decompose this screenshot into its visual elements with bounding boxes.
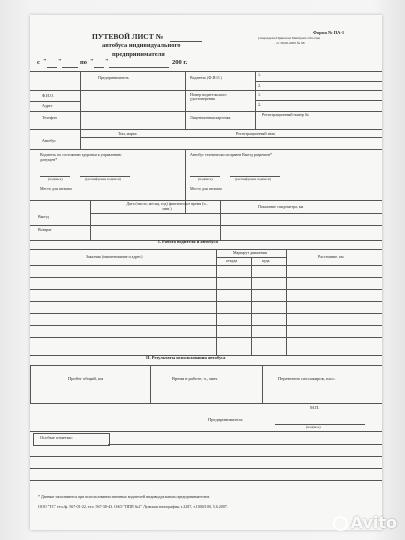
route-to: куда [262, 258, 270, 263]
fio-label: Ф.И.О. [42, 93, 54, 98]
approval-line1: утверждена Приказом Минтранса России [258, 36, 320, 40]
form-code: Форма № ПА-1 [313, 30, 345, 35]
entrepreneur-label: Предприниматель [98, 75, 129, 80]
distance-header: Расстояние, км [318, 254, 344, 259]
bus-ok-text: Автобус технически исправен Выезд разрешен* [190, 152, 272, 157]
date-time-header: Дата (число, месяц, год) фактическое время (ч., мин.) [126, 201, 208, 211]
form-title: ПУТЕВОЙ ЛИСТ № [92, 32, 164, 41]
special-marks-label: Особые отметки: [40, 435, 73, 440]
stamp-place-left: Место для штампа [40, 186, 72, 191]
license-card-label: Лицензионная карточка [190, 115, 231, 120]
section1-title: I. Работа водителя и автобуса [158, 239, 218, 244]
signature-caption: (подпись) [306, 425, 321, 429]
stamp-place-right: Место для штампа [190, 186, 222, 191]
bus-model-label: Тип, марка [118, 131, 137, 136]
bus-label: Автобус [42, 138, 57, 143]
return-label: Возврат [38, 227, 52, 232]
driver-health-text: Водитель по состоянию здоровья к управлению допущен* [40, 152, 122, 162]
route-header: Маршрут движения [233, 250, 267, 255]
work-time-header: Время в работе, ч., мин. [172, 376, 218, 381]
license-number-label: Номер водительского удостоверения [190, 92, 227, 102]
mileage-header: Пробег общий, км [68, 376, 104, 381]
section2-title: II. Результаты использования автобуса [146, 355, 226, 360]
customer-header: Заказчик (наименование и адрес) [86, 254, 143, 259]
date-from-label: с [37, 59, 40, 66]
subtitle-line1: автобуса индивидуального [102, 42, 181, 49]
subtitle-line2: предпринимателя [112, 51, 165, 58]
printer-info: ООО "ТС" тел./ф. 567-01-22, тел. 567-38-43. ОАО "ППП №1" Лужская типография, з.2287, т.1000/100, 5.6.2007. [38, 504, 228, 509]
passengers-header: Перевезено пассажиров, пасс. [278, 376, 336, 381]
stamp-mp: М.П. [310, 405, 320, 410]
avito-watermark: Avito [333, 513, 397, 532]
address-label: Адрес [42, 103, 53, 108]
bus-reg-label: Регистрационный знак [236, 131, 275, 136]
entrepreneur-sign-label: Предприниматель [208, 417, 243, 422]
waybill-sheet: ПУТЕВОЙ ЛИСТ № автобуса индивидуального предпринимателя Форма № ПА-1 утверждена Приказом Минтранса России от 30.06.2000 № 68 с " " по " " 200 г. Предприниматель Водитель (Ф.И.О.) 1. 2. Ф.И.О. Номер водительского удостоверения 1. Адрес 2. Телефон Лицензионная карточка Регистрационный номер № Тип, марка Регистрационный знак Автобус Водитель по состоянию здоровья к управлению допущен* Автобус технически исправен Выезд разрешен* (подпись) (расшифровка подписи) (подпись) (расшифровка подписи) Место для штампа Место для штампа Дата (число, месяц, год) фактическое время (ч., мин.) Показание спидометра, км Выезд Возврат I. Работа водителя и автобуса Заказчик (наименование и адрес) Маршрут движения откуда куда Расстояние, км II. Результаты использования автобуса Пробег общий, км Время в работе, ч., мин. Перевезено пассажиров, пасс. М.П. Предприниматель (подпись) Особые отметки: * Данные заполняются при использовании наемных водителей индивидуальным предпринимателем. ООО "ТС" тел./ф. 567-01-22, тел. 567-38-43. ОАО "ППП №1" Лужская типография, з.2287, т.1000/100, 5.6.2007. [30, 15, 382, 530]
approval-line2: от 30.06.2000 № 68 [276, 41, 305, 45]
avito-logo-icon [333, 516, 348, 531]
odometer-header: Показание спидометра, км [258, 204, 304, 209]
reg-number-label: Регистрационный номер № [262, 112, 309, 117]
footnote: * Данные заполняются при использовании наемных водителей индивидуальным предпринимателем. [38, 494, 210, 499]
date-year: 200 г. [172, 59, 188, 66]
route-from: откуда [226, 258, 238, 263]
phone-label: Телефон [42, 115, 57, 120]
exit-label: Выезд [38, 214, 49, 219]
driver-fio-label: Водитель (Ф.И.О.) [190, 75, 222, 80]
date-to-label: по [80, 59, 87, 66]
